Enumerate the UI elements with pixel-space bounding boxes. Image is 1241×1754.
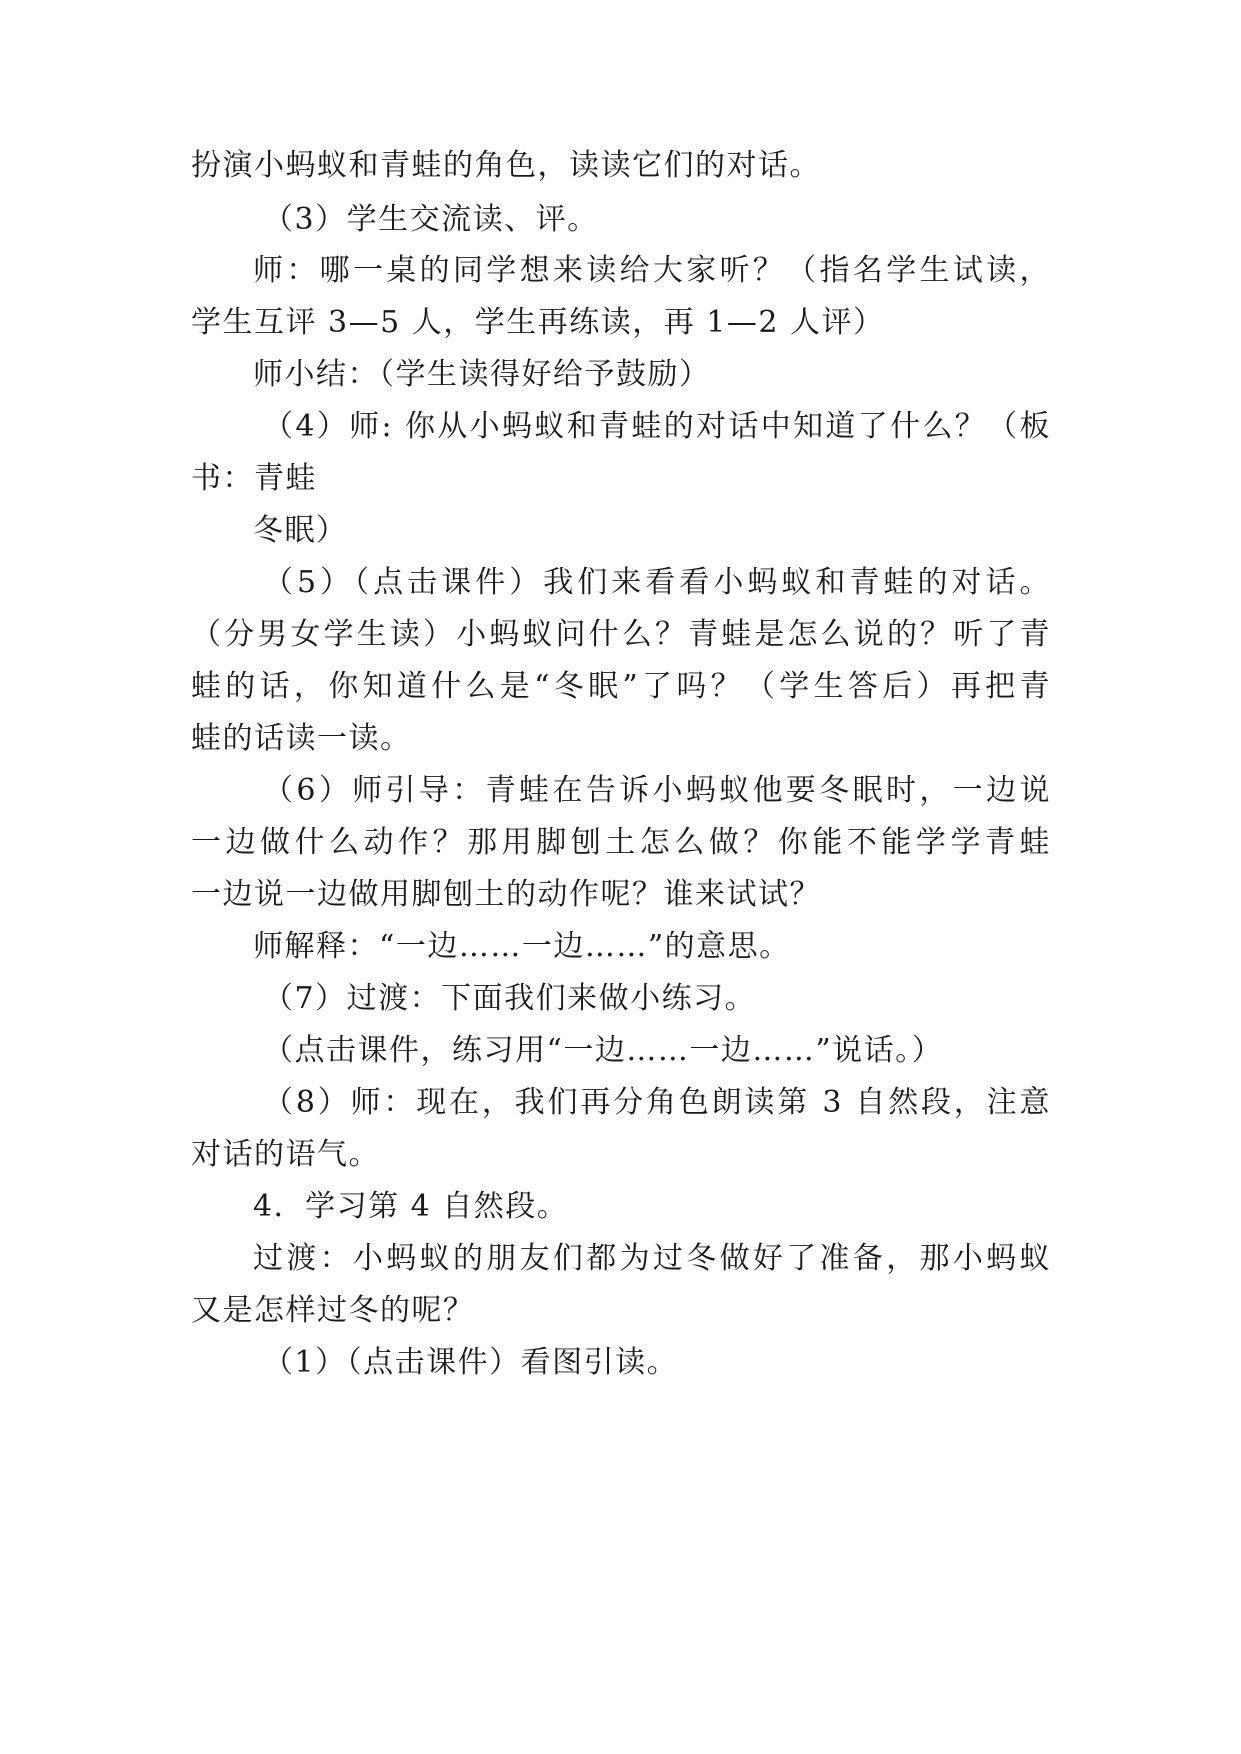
paragraph-line: （6）师引导：青蛙在告诉小蚂蚁他要冬眠时，一边说	[263, 773, 1051, 808]
paragraph-line: 师小结：（学生读得好给予鼓励）	[253, 357, 711, 392]
paragraph-line: 书：青蛙	[191, 461, 317, 496]
paragraph-line: 对话的语气。	[191, 1137, 380, 1172]
paragraph-line: 蛙的话，你知道什么是“冬眠”了吗？（学生答后）再把青	[191, 669, 1051, 704]
paragraph-line: 扮演小蚂蚁和青蛙的角色，读读它们的对话。	[191, 148, 821, 183]
paragraph-line: 过渡：小蚂蚁的朋友们都为过冬做好了准备，那小蚂蚁	[253, 1241, 1051, 1276]
paragraph-line: （8）师：现在，我们再分角色朗读第 3 自然段，注意	[263, 1085, 1051, 1120]
paragraph-line: 4．学习第 4 自然段。	[253, 1189, 569, 1224]
paragraph-line: 学生互评 3—5 人，学生再练读，再 1—2 人评）	[191, 305, 885, 340]
paragraph-line: 一边说一边做用脚刨土的动作呢？谁来试试？	[191, 877, 821, 912]
paragraph-line: （点击课件，练习用“一边……一边……”说话。）	[263, 1033, 944, 1068]
paragraph-line: 冬眠）	[253, 513, 348, 548]
paragraph-line: 师：哪一桌的同学想来读给大家听？（指名学生试读，	[253, 253, 1051, 288]
paragraph-line: （1）（点击课件）看图引读。	[263, 1345, 679, 1380]
paragraph-line: （7）过渡：下面我们来做小练习。	[263, 981, 757, 1016]
paragraph-line: 又是怎样过冬的呢？	[191, 1293, 475, 1328]
paragraph-line: （5）（点击课件）我们来看看小蚂蚁和青蛙的对话。	[263, 565, 1051, 600]
paragraph-line: （分男女学生读）小蚂蚁问什么？青蛙是怎么说的？听了青	[191, 617, 1051, 652]
paragraph-line: 师解释：“一边……一边……”的意思。	[253, 929, 791, 964]
paragraph-line: 蛙的话读一读。	[191, 721, 412, 756]
paragraph-line: （4）师: 你从小蚂蚁和青蛙的对话中知道了什么？（板	[263, 409, 1051, 444]
paragraph-line: 一边做什么动作？那用脚刨土怎么做？你能不能学学青蛙	[191, 825, 1051, 860]
paragraph-line: （3）学生交流读、评。	[263, 202, 599, 237]
